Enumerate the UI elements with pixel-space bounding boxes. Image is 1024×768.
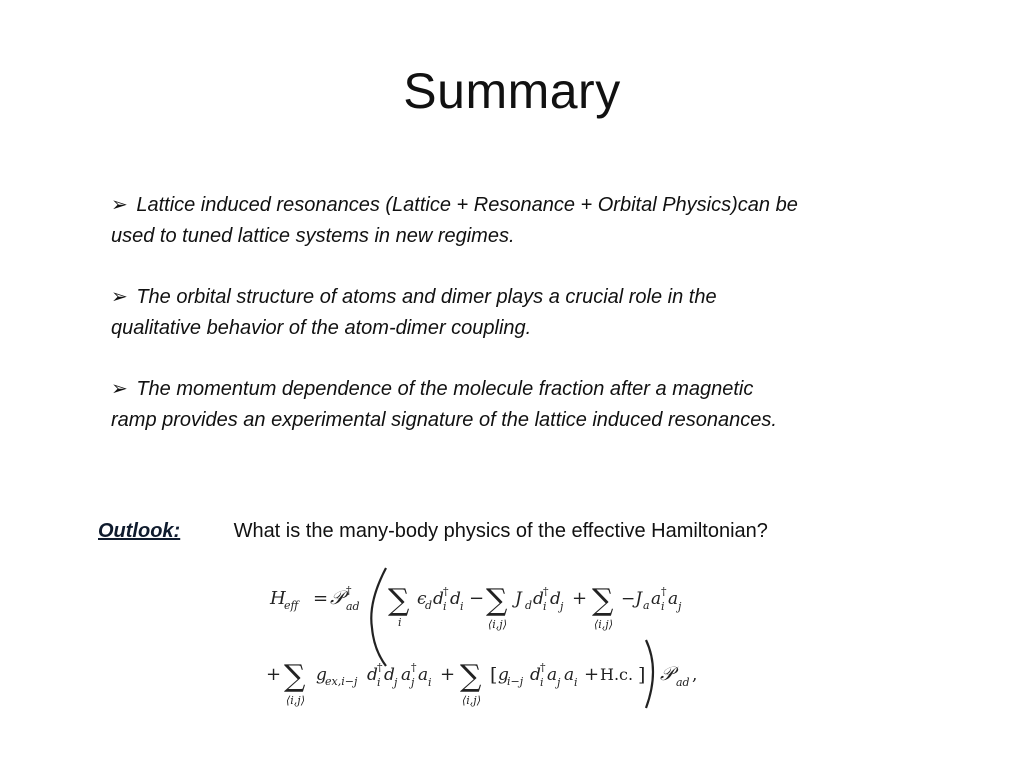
eq-plus: + (266, 664, 282, 685)
left-paren-icon (371, 568, 386, 666)
eq-projector-sub: ad (346, 600, 360, 613)
arrow-bullet-icon: ➢ (111, 286, 128, 308)
eq-J: −J (621, 589, 643, 609)
bullet-item (111, 374, 801, 436)
eq-sub: j (678, 600, 682, 613)
eq-sub: d (525, 599, 533, 612)
bullet-text: The orbital structure of atoms and dimer plays a crucial role in the qualitative behavior of the atom-dimer coupling. (111, 286, 717, 339)
eq-J: J (515, 589, 522, 609)
eq-lhs: H (270, 588, 286, 609)
eq-sub: i (460, 600, 464, 613)
eq-g: g (498, 665, 509, 685)
outlook-row (98, 520, 768, 543)
eq-sub: j (411, 676, 415, 689)
sum-icon: ∑ (388, 583, 410, 618)
eq-bracket: [ (490, 664, 498, 686)
eq-bracket: ] (638, 664, 646, 686)
eq-op: a (547, 665, 558, 685)
eq-sub: i (661, 600, 665, 613)
eq-plus: + (440, 664, 456, 685)
eq-sub: ad (676, 676, 690, 689)
eq-sub: d (425, 599, 433, 612)
effective-hamiltonian-equation (262, 562, 712, 712)
eq-sub: a (643, 599, 650, 612)
eq-hc: H.c. (600, 665, 634, 684)
eq-op: d (550, 589, 561, 609)
slide-title: Summary (403, 63, 621, 119)
eq-op: a (401, 665, 412, 685)
eq-op: d (530, 665, 541, 685)
eq-sub: j (560, 600, 564, 613)
sum-sub: ⟨i,j⟩ (462, 694, 482, 707)
bullet-text: The momentum dependence of the molecule fraction after a magnetic ramp provides an experimental signature of the lattice induced resonances. (111, 378, 777, 431)
eq-projector-dagger: † (346, 584, 352, 597)
eq-dagger: † (443, 585, 449, 598)
sum-icon: ∑ (284, 659, 306, 694)
sum-sub: ⟨i,j⟩ (488, 618, 508, 631)
eq-equals: = (313, 588, 329, 609)
eq-sub: i (443, 600, 447, 613)
eq-lhs-sub: eff (284, 599, 299, 612)
eq-dagger: † (377, 661, 383, 674)
eq-dagger: † (540, 661, 546, 674)
bullet-item (111, 190, 801, 252)
eq-dagger: † (543, 585, 549, 598)
eq-dagger: † (661, 585, 667, 598)
eq-sub: i (574, 676, 578, 689)
equation-line-1 (269, 568, 682, 666)
eq-plus: + (572, 588, 588, 609)
eq-projector: 𝒫 (660, 663, 674, 685)
eq-comma: , (692, 665, 698, 685)
eq-op: a (668, 589, 679, 609)
outlook-label: Outlook: (98, 520, 181, 542)
eq-op: a (564, 665, 575, 685)
eq-sub: ex,i−j (325, 675, 358, 688)
arrow-bullet-icon: ➢ (111, 194, 128, 216)
eq-op: a (418, 665, 429, 685)
outlook-question: What is the many-body physics of the effective Hamiltonian? (233, 520, 768, 542)
right-paren-icon (646, 640, 653, 708)
eq-sub: i (543, 600, 547, 613)
eq-projector: 𝒫 (330, 587, 344, 609)
eq-sub: j (557, 676, 561, 689)
arrow-bullet-icon: ➢ (111, 378, 128, 400)
eq-op: d (433, 589, 444, 609)
eq-op: d (533, 589, 544, 609)
eq-g: g (316, 665, 327, 685)
eq-sub: i−j (507, 675, 524, 688)
sum-icon: ∑ (460, 659, 482, 694)
sum-sub: ⟨i,j⟩ (286, 694, 306, 707)
eq-plus: + (584, 664, 600, 685)
eq-op: d (450, 589, 461, 609)
eq-sub: i (540, 676, 544, 689)
eq-minus: − (469, 588, 485, 609)
equation-line-2 (266, 640, 697, 708)
sum-icon: ∑ (592, 583, 614, 618)
eq-epsilon: ϵ (417, 589, 427, 609)
eq-op: d (384, 665, 395, 685)
eq-sub: j (394, 676, 398, 689)
sum-icon: ∑ (486, 583, 508, 618)
eq-dagger: † (411, 661, 417, 674)
equation-svg (262, 562, 712, 712)
bullet-text: Lattice induced resonances (Lattice + Resonance + Orbital Physics)can be used to tuned lattice systems in new regimes. (111, 194, 798, 247)
bullet-item (111, 282, 801, 344)
eq-op: a (651, 589, 662, 609)
eq-sub: i (377, 676, 381, 689)
eq-op: d (367, 665, 378, 685)
sum-sub: i (398, 616, 402, 629)
summary-bullet-list (111, 190, 801, 436)
eq-sub: i (428, 676, 432, 689)
sum-sub: ⟨i,j⟩ (594, 618, 614, 631)
